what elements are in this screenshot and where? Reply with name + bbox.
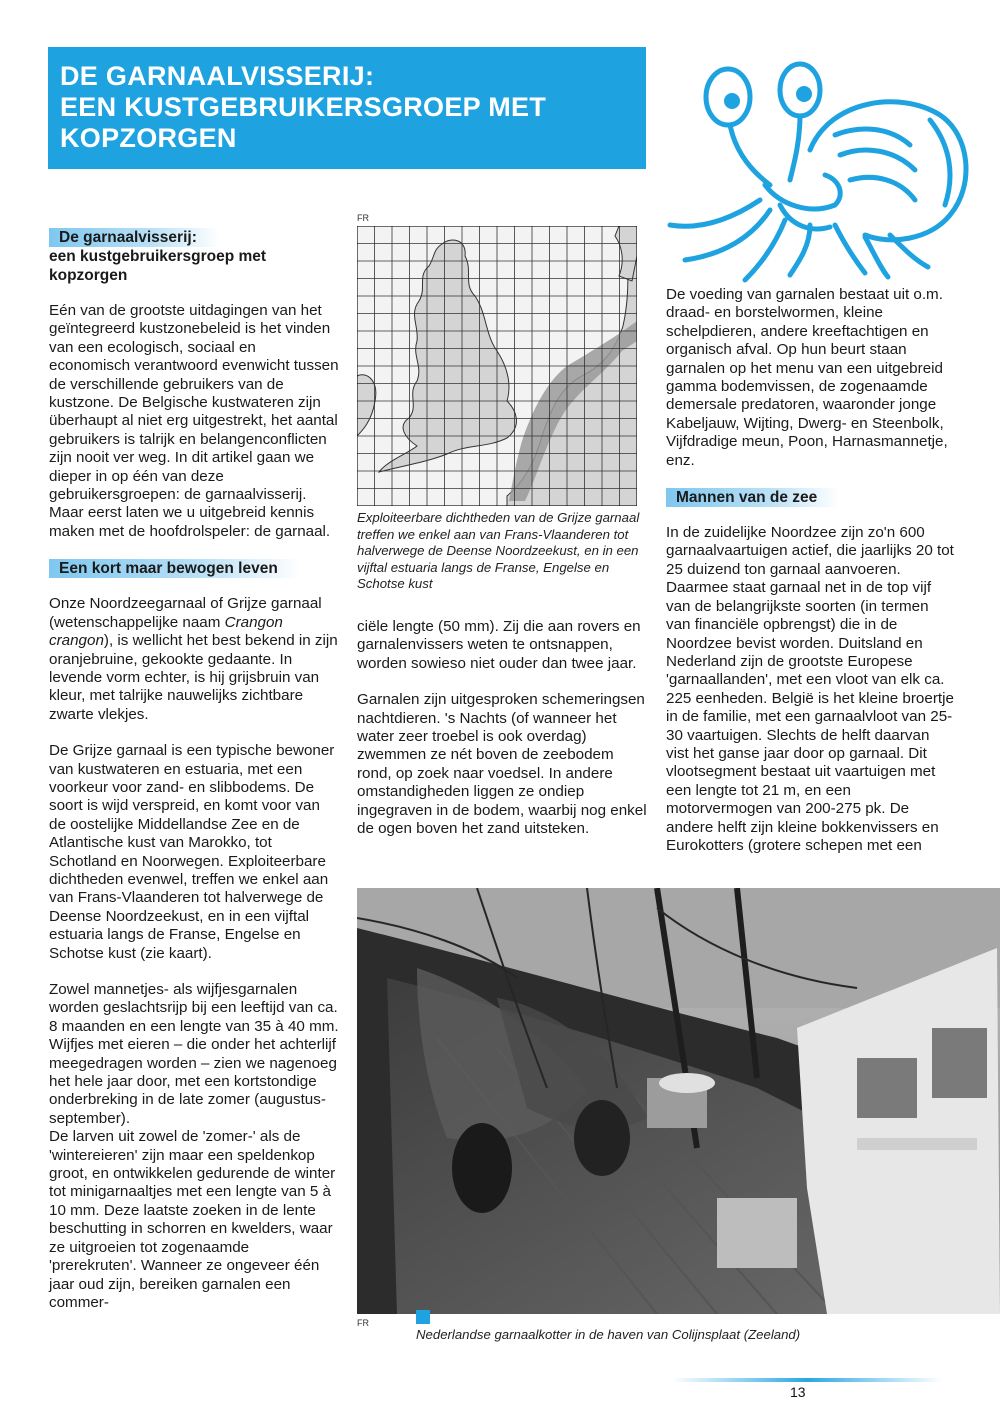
paragraph: Zowel mannetjes- als wijfjesgarnalen worden geslachtsrijp bij een leeftijd van ca. 8 maanden en een lengte van 35 à 40 mm. Wijfjes met eieren – die onder het achterlijf meegedragen worden – zien we nagenoeg het hele jaar door, met een kortstondige onderbreking in de late zomer (augustus-september).	[49, 981, 339, 1127]
photo-caption: Nederlandse garnaalkotter in de haven van Colijnsplaat (Zeeland)	[416, 1327, 801, 1342]
paragraph: De voeding van garnalen bestaat uit o.m. draad- en borstelwormen, kleine schelpdieren, andere kreeftachtigen en organisch afval. Op hun beurt staan garnalen op het menu van een uitgebreid gamma bodemvissen, de zogenaamde demersale predatoren, waaronder jonge Kabeljauw, Wijting, Dwerg- en Steenbolk, Vijfdradige meun, Poon, Harnasmannetje, enz.	[666, 286, 948, 469]
heading-line: De garnaalvisserij:	[59, 229, 197, 246]
photo-accent-square	[416, 1310, 430, 1324]
paragraph: De Grijze garnaal is een typische bewoner van kustwateren en estuaria, met een voorkeur voor zand- en slibbodems. De soort is wijd verspreid, en komt voor van de oostelijke Middellandse Zee en de Atlantische kust van Marokko, tot Schotland en Noorwegen. Exploiteerbare dichtheden evenwel, treffen we enkel aan van Frans-Vlaanderen tot halverwege de Deense Noordzeekust, en in een vijftal estuaria langs de Franse, Engelse en Schotse kust (zie kaart).	[49, 742, 335, 962]
title-line-2: EEN KUSTGEBRUIKERSGROEP MET	[60, 92, 547, 122]
shrimp-cartoon-icon	[660, 55, 990, 285]
distribution-map	[357, 226, 637, 506]
title-line-3: KOPZORGEN	[60, 123, 237, 153]
paragraph: In de zuidelijke Noordzee zijn zo'n 600 garnaalvaartuigen actief, die jaarlijks 20 tot 25 duizend ton garnaal aanvoeren. Daarmee staat garnaal net in de top vijf van de belangrijkste soorten (in termen van financiële opbrengst) die in de Noordzee bevist worden. Duitsland en Nederland zijn de grootste Europese 'garnaallanden', met een vloot van elk ca. 225 eenheden. België is het kleine broertje in de familie, met een garnaalvloot van 25-30 vaartuigen. Slechts de helft daarvan vist het ganse jaar door op garnaal. Dit vlootsegment bestaat uit vaartuigen met een lengte tot 21 m, en een motorvermogen van 200-275 pk. De andere helft zijn kleine bokkenvissers en Eurokotters (grotere schepen met een	[666, 524, 954, 854]
heading-line: een kustgebruikersgroep met	[49, 248, 267, 265]
text-run: ), is wellicht het best bekend in zijn oranjebruine, gekookte gedaante. In levende vorm echter, is hij grijsbruin van kleur, met talrijke nauwelijks zichtbare zwarte vlekjes.	[49, 632, 338, 723]
title-line-1: DE GARNAALVISSERIJ:	[60, 61, 375, 91]
intro-paragraph: Eén van de grootste uitdagingen van het geïntegreerd kustzonebeleid is het vinden van een ecologisch, sociaal en economisch verantwoord evenwicht tussen de verschillende gebruikers van de kustzone. De Belgische kustwateren zijn überhaupt al niet erg uitgestrekt, het aantal gebruikers is talrijk en belangenconflicten zijn nooit ver weg. In dit artikel gaan we dieper in op één van deze gebruikersgroepen: de garnaalvisserij. Maar eerst laten we u uitgebreid kennis maken met de hoofdrolspeler: de garnaal.	[49, 302, 339, 540]
column-2	[357, 618, 647, 856]
heading-text: Een kort maar bewogen leven	[59, 560, 278, 578]
heading-highlight	[49, 228, 219, 247]
paragraph	[49, 595, 339, 724]
paragraph: ciële lengte (50 mm). Zij die aan rovers en garnalenvissers weten te ontsnappen, worden sowieso niet ouder dan twee jaar.	[357, 618, 641, 672]
column-3	[666, 286, 956, 855]
section-heading-intro	[49, 228, 339, 285]
text-run: Onze Noordzeegarnaal of Grijze garnaal (wetenschappelijke naam	[49, 595, 322, 631]
map-caption: Exploiteerbare dichtheden van de Grijze garnaal treffen we enkel aan van Frans-Vlaanderen tot halverwege de Deense Noordzeekust, en in een vijftal estuaria langs de Franse, Engelse en Schotse kust	[357, 510, 640, 591]
paragraph: Garnalen zijn uitgesproken schemeringsen nachtdieren. 's Nachts (of wanneer het water zeer troebel is ook overdag) zwemmen ze nét boven de zeebodem rond, op zoek naar voedsel. In andere omstandigheden liggen ze ondiep ingegraven in de bodem, waarbij nog enkel de ogen boven het zand uitsteken.	[357, 691, 647, 838]
paragraph: De larven uit zowel de 'zomer-' als de 'wintereieren' zijn maar een speldenkop groot, en ontwikkelen gedurende de winter tot minigarnaaltjes met een lengte van 5 à 10 mm. Deze laatste zoeken in de lente beschutting in schorren en kwelders, waar ze uitgroeien tot zogenaamde 'prerekruten'. Wanneer ze ongeveer één jaar oud zijn, bereiken garnalen een commer-	[49, 1128, 336, 1311]
heading-highlight	[666, 488, 839, 507]
section-heading-life	[49, 559, 339, 578]
harbour-photo	[357, 888, 1000, 1314]
photo-source-label: FR	[357, 1318, 369, 1328]
heading-highlight	[49, 559, 300, 578]
column-1	[49, 228, 339, 1312]
map-source-label: FR	[357, 213, 369, 223]
section-heading-men	[666, 488, 956, 507]
heading-text: Mannen van de zee	[676, 489, 818, 507]
title-box	[48, 47, 646, 169]
scientific-name: Crangon crangon	[49, 613, 283, 650]
page-number: 13	[790, 1384, 806, 1400]
heading-line: kopzorgen	[49, 267, 128, 284]
footer-rule	[672, 1378, 942, 1382]
